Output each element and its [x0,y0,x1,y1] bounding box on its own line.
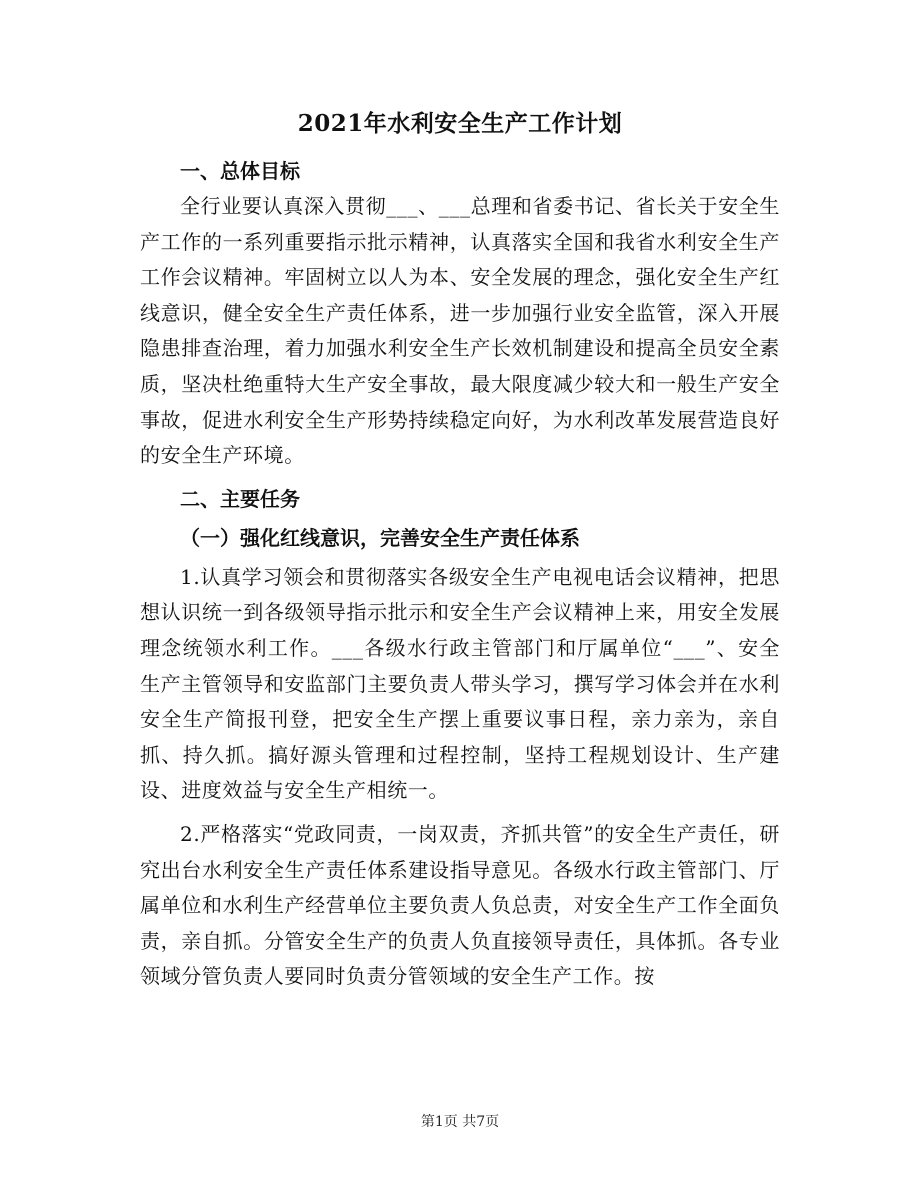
paragraph-task-1: 1.认真学习领会和贯彻落实各级安全生产电视电话会议精神，把思想认识统一到各级领导指示批示和安全生产会议精神上来，用安全发展理念统领水利工作。___各级水行政主管部门和厅属单位“___”、安全生产主管领导和安监部门主要负责人带头学习，撰写学习体会并在水利安全生产简报刊登，把安全生产摆上重要议事日程，亲力亲为，亲自抓、持久抓。搞好源头管理和过程控制，坚持工程规划设计、生产建设、进度效益与安全生产相统一。 [140,564,780,803]
paragraph-overall-goal: 全行业要认真深入贯彻___、___总理和省委书记、省长关于安全生产工作的一系列重要指示批示精神，认真落实全国和我省水利安全生产工作会议精神。牢固树立以人为本、安全发展的理念，强化安全生产红线意识，健全安全生产责任体系，进一步加强行业安全监管，深入开展隐患排查治理，着力加强水利安全生产长效机制建设和提高全员安全素质，坚决杜绝重特大生产安全事故，最大限度减少较大和一般生产安全事故，促进水利安全生产形势持续稳定向好，为水利改革发展营造良好的安全生产环境。 [140,194,780,468]
page-footer: 第1页 共7页 [420,1114,500,1130]
document-title: 2021年水利安全生产工作计划 [297,110,623,137]
section-heading-overall-goal: 一、总体目标 [180,159,300,183]
section-heading-main-tasks: 二、主要任务 [180,486,300,511]
paragraph-task-2: 2.严格落实“党政同责，一岗双责，齐抓共管”的安全生产责任，研究出台水利安全生产责任体系建设指导意见。各级水行政主管部门、厅属单位和水利生产经营单位主要负责人负总责，对安全生产工作全面负责，亲自抓。分管安全生产的负责人负直接领导责任，具体抓。各专业领域分管负责人要同时负责分管领域的安全生产工作。按 [140,821,780,989]
document-body [140,154,780,995]
subsection-heading-red-line: （一）强化红线意识，完善安全生产责任体系 [180,525,580,550]
